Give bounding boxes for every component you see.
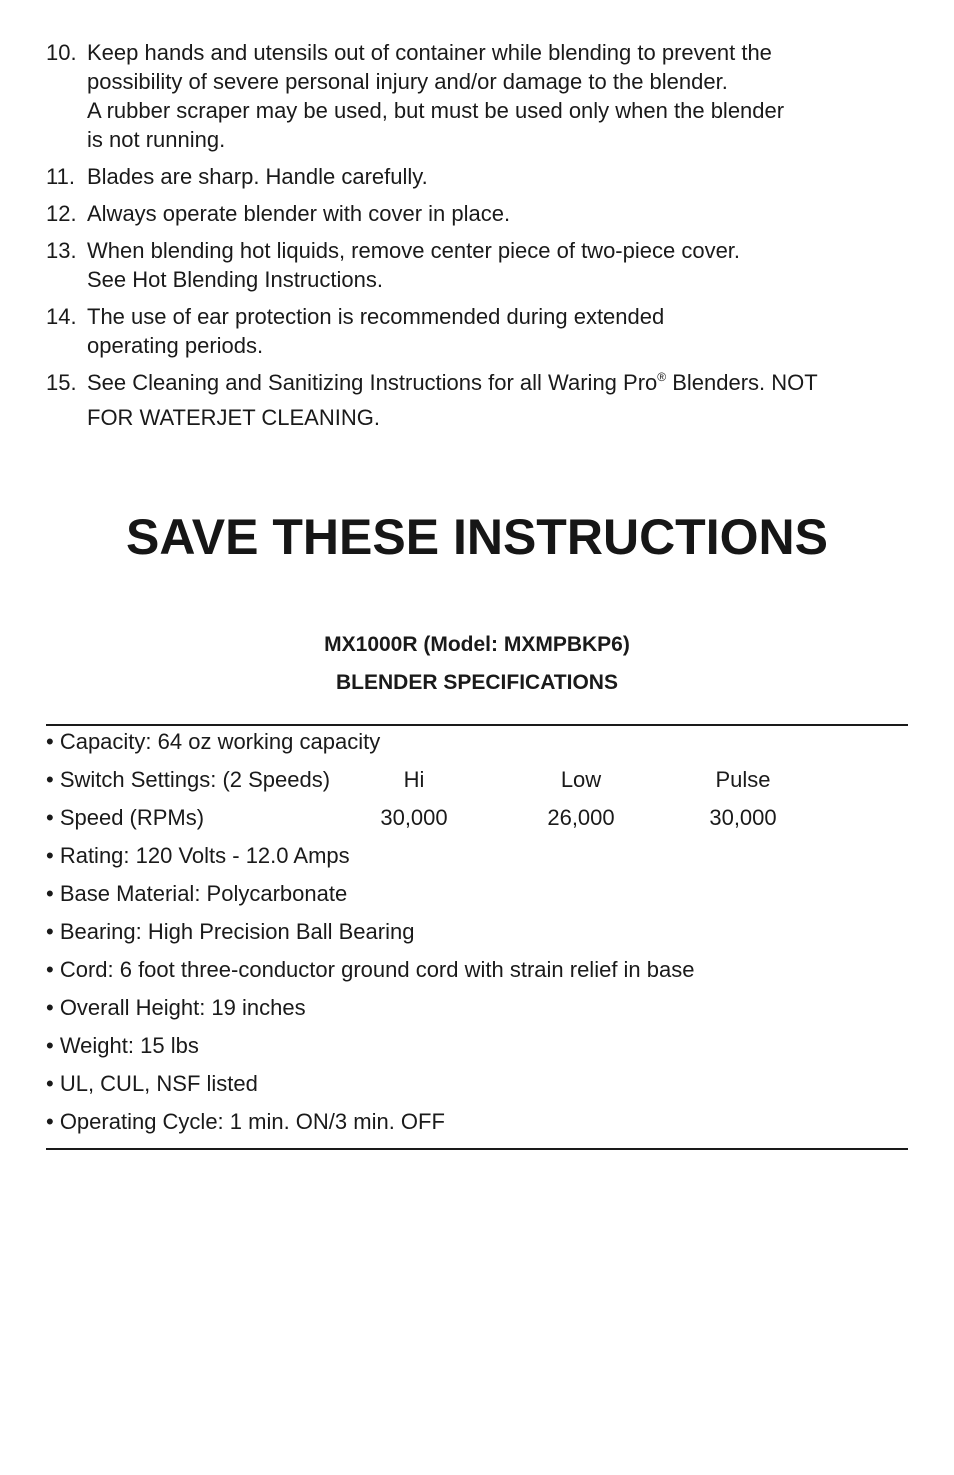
instruction-line: See Hot Blending Instructions.	[87, 267, 383, 292]
speed-hi-value: 30,000	[380, 805, 448, 830]
spec-speed	[46, 803, 908, 841]
instruction-number: 15.	[46, 370, 77, 395]
instruction-line: possibility of severe personal injury and/or damage to the blender.	[87, 69, 728, 94]
instruction-number: 10.	[46, 40, 77, 65]
specifications-title: BLENDER SPECIFICATIONS	[336, 671, 618, 694]
spec-switch-settings	[46, 765, 908, 803]
spec-text: • Overall Height: 19 inches	[46, 995, 306, 1020]
spec-text: • Cord: 6 foot three-conductor ground cord with strain relief in base	[46, 957, 695, 982]
spec-cord	[46, 955, 908, 993]
instruction-text	[87, 236, 916, 294]
spec-base-material	[46, 879, 908, 917]
spec-text: • Speed (RPMs)	[46, 805, 205, 830]
spec-text: • Operating Cycle: 1 min. ON/3 min. OFF	[46, 1109, 445, 1134]
instruction-line-part: See Cleaning and Sanitizing Instructions for all Waring Pro	[87, 370, 658, 395]
safety-instructions-list	[46, 38, 916, 440]
switch-hi-label: Hi	[403, 767, 425, 792]
instruction-line-part: Blenders. NOT	[666, 370, 818, 395]
specifications-list	[46, 727, 908, 1145]
instruction-text	[87, 302, 916, 360]
spec-top-rule	[46, 724, 908, 726]
spec-height	[46, 993, 908, 1031]
instruction-line: Always operate blender with cover in place.	[87, 201, 511, 226]
instruction-text	[87, 368, 916, 432]
registered-mark: ®	[657, 370, 667, 384]
spec-text: • Base Material: Polycarbonate	[46, 881, 348, 906]
instruction-text	[87, 162, 916, 191]
instruction-text	[87, 38, 916, 154]
spec-listings	[46, 1069, 908, 1107]
instruction-line: Blades are sharp. Handle carefully.	[87, 164, 428, 189]
instruction-line: Keep hands and utensils out of container while blending to prevent the	[87, 40, 772, 65]
instruction-item-11	[46, 162, 916, 191]
instruction-line: A rubber scraper may be used, but must be used only when the blender	[87, 98, 785, 123]
spec-capacity	[46, 727, 908, 765]
instruction-number: 13.	[46, 238, 77, 263]
speed-pulse-value: 30,000	[709, 805, 777, 830]
switch-low-label: Low	[560, 767, 602, 792]
spec-text: • Rating: 120 Volts - 12.0 Amps	[46, 843, 350, 868]
instruction-line: is not running.	[87, 127, 226, 152]
instruction-line: FOR WATERJET CLEANING.	[87, 405, 380, 430]
spec-text: • Weight: 15 lbs	[46, 1033, 199, 1058]
spec-weight	[46, 1031, 908, 1069]
instruction-item-13	[46, 236, 916, 294]
instruction-line: operating periods.	[87, 333, 264, 358]
instruction-item-15	[46, 368, 916, 432]
spec-text: • Capacity: 64 oz working capacity	[46, 729, 381, 754]
spec-bottom-rule	[46, 1148, 908, 1150]
save-instructions-heading: SAVE THESE INSTRUCTIONS	[126, 509, 828, 565]
spec-operating-cycle	[46, 1107, 908, 1145]
instruction-line: The use of ear protection is recommended during extended	[87, 304, 665, 329]
spec-title-block	[0, 626, 954, 702]
instruction-item-12	[46, 199, 916, 228]
instruction-text	[87, 199, 916, 228]
instruction-number: 11.	[46, 164, 75, 189]
model-title: MX1000R (Model: MXMPBKP6)	[324, 633, 630, 656]
instruction-line: When blending hot liquids, remove center piece of two-piece cover.	[87, 238, 741, 263]
spec-bearing	[46, 917, 908, 955]
spec-rating	[46, 841, 908, 879]
instruction-number: 12.	[46, 201, 77, 226]
instruction-item-10	[46, 38, 916, 154]
speed-low-value: 26,000	[547, 805, 615, 830]
spec-text: • Bearing: High Precision Ball Bearing	[46, 919, 415, 944]
spec-text: • UL, CUL, NSF listed	[46, 1071, 258, 1096]
spec-text: • Switch Settings: (2 Speeds)	[46, 767, 331, 792]
instruction-number: 14.	[46, 304, 77, 329]
instruction-item-14	[46, 302, 916, 360]
switch-pulse-label: Pulse	[715, 767, 771, 792]
instruction-line	[87, 368, 916, 397]
